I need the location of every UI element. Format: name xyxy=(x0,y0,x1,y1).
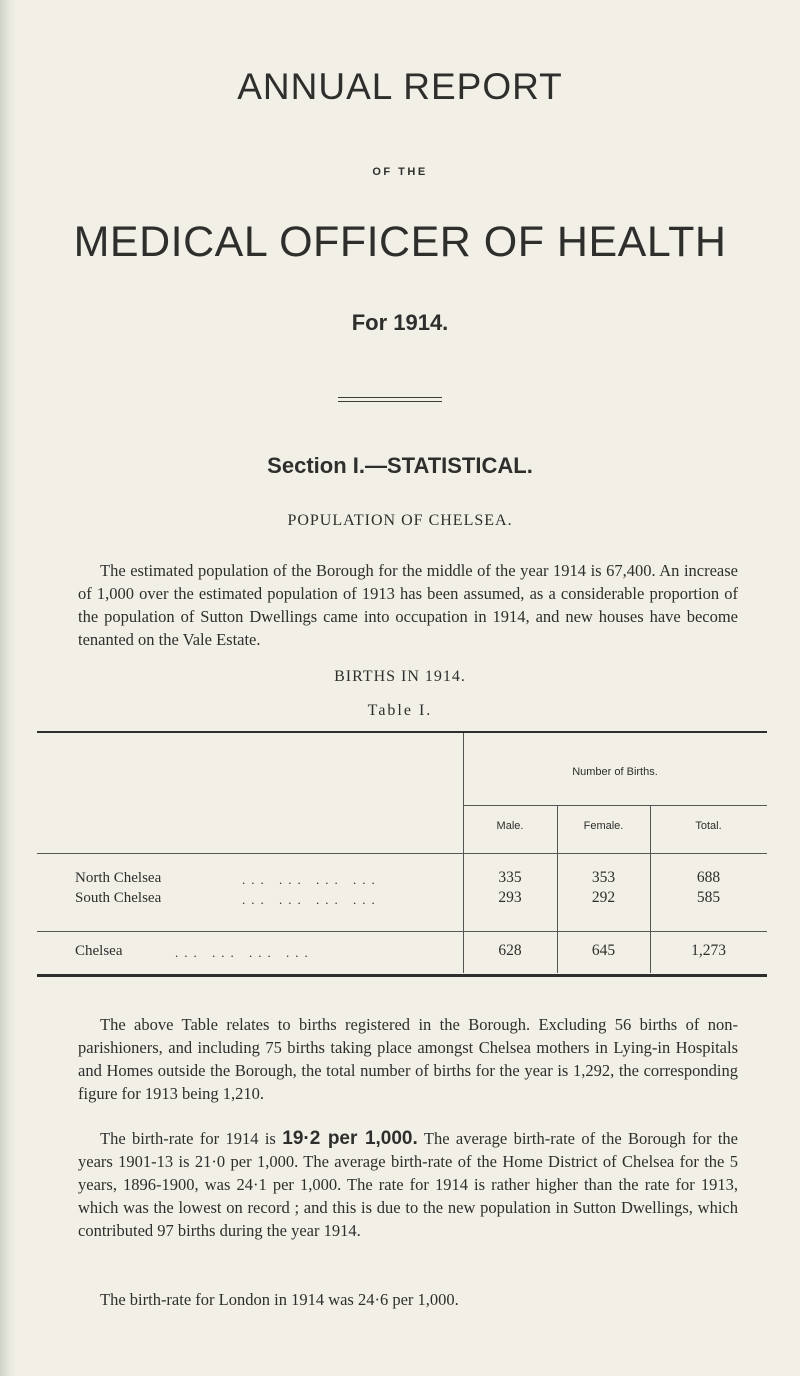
col-header-total: Total. xyxy=(695,820,722,832)
title-annual-report: ANNUAL REPORT xyxy=(237,66,563,107)
table-group-header: Number of Births. xyxy=(572,766,658,778)
cell-chelsea-male: 628 xyxy=(498,942,522,959)
col-header-male: Male. xyxy=(496,820,524,832)
row-label-north: North Chelsea xyxy=(75,870,162,886)
title-year: For 1914. xyxy=(351,310,449,335)
table-total-rule xyxy=(37,931,767,932)
table-divider-label xyxy=(463,733,464,973)
cell-north-female: 353 xyxy=(591,869,616,886)
table-header-rule xyxy=(37,853,767,854)
table-bottom-rule xyxy=(37,974,767,977)
cell-chelsea-female: 645 xyxy=(591,942,616,959)
birth-rate-emphasis: 19·2 per 1,000. xyxy=(282,1128,418,1149)
row-leader-chelsea: ... ... ... ... xyxy=(175,945,314,960)
col-header-female: Female. xyxy=(583,820,624,832)
table-divider-female xyxy=(650,806,651,973)
row-leader-south: ... ... ... ... xyxy=(242,892,381,907)
births-paragraph-1: The above Table relates to births registered in the Borough. Excluding 56 births of non-parishioners, and including 75 births taking place amongst Chelsea mothers in Lying-in Hospitals and Homes outside the Borough, the total number of births for the year is 1,292, the corresponding figure for 1913 being 1,210. xyxy=(78,1015,738,1103)
row-label-chelsea: Chelsea xyxy=(75,943,123,959)
cell-north-male: 335 xyxy=(498,869,522,886)
para2-text-rest: The average birth-rate of the Borough for the years 1901-13 is 21·0 per 1,000. The average birth-rate of the Home District of Chelsea for the 5 years, 1896-1900, was 24·1 per 1,000. The rate for 1914 is rather higher than the rate for 1913, which was the lowest on record ; and this is due to the new population in Sutton Dwellings, which contributed 97 births during the year 1914. xyxy=(78,1129,738,1240)
page-edge-shadow xyxy=(0,0,16,1376)
title-rule-bottom xyxy=(338,401,442,402)
population-heading: POPULATION OF CHELSEA. xyxy=(287,512,513,529)
table-label: Table I. xyxy=(367,702,433,719)
cell-chelsea-total: 1,273 xyxy=(691,942,726,959)
cell-south-male: 293 xyxy=(498,889,522,906)
row-label-south: South Chelsea xyxy=(75,890,162,906)
title-rule-top xyxy=(338,397,442,398)
table-subheader-rule xyxy=(463,805,767,806)
cell-south-total: 585 xyxy=(696,889,721,906)
row-leader-north: ... ... ... ... xyxy=(242,872,381,887)
title-of-the: OF THE xyxy=(372,166,428,178)
population-paragraph: The estimated population of the Borough for the middle of the year 1914 is 67,400. An increase of 1,000 over the estimated population of 1913 has been assumed, as a considerable proportion of the population of Sutton Dwellings came into occupation in 1914, and new houses have become tenanted on the Vale Estate. xyxy=(78,561,738,649)
births-paragraph-2 xyxy=(78,1127,738,1242)
births-heading: BIRTHS IN 1914. xyxy=(334,668,466,685)
births-paragraph-3: The birth-rate for London in 1914 was 24·6 per 1,000. xyxy=(100,1290,459,1309)
cell-south-female: 292 xyxy=(591,889,616,906)
section-heading: Section I.—STATISTICAL. xyxy=(267,453,533,478)
cell-north-total: 688 xyxy=(696,869,721,886)
table-divider-male xyxy=(557,806,558,973)
para2-text-start: The birth-rate for 1914 is xyxy=(100,1129,283,1148)
table-top-rule xyxy=(37,731,767,733)
title-medical-officer: MEDICAL OFFICER OF HEALTH xyxy=(73,218,727,266)
